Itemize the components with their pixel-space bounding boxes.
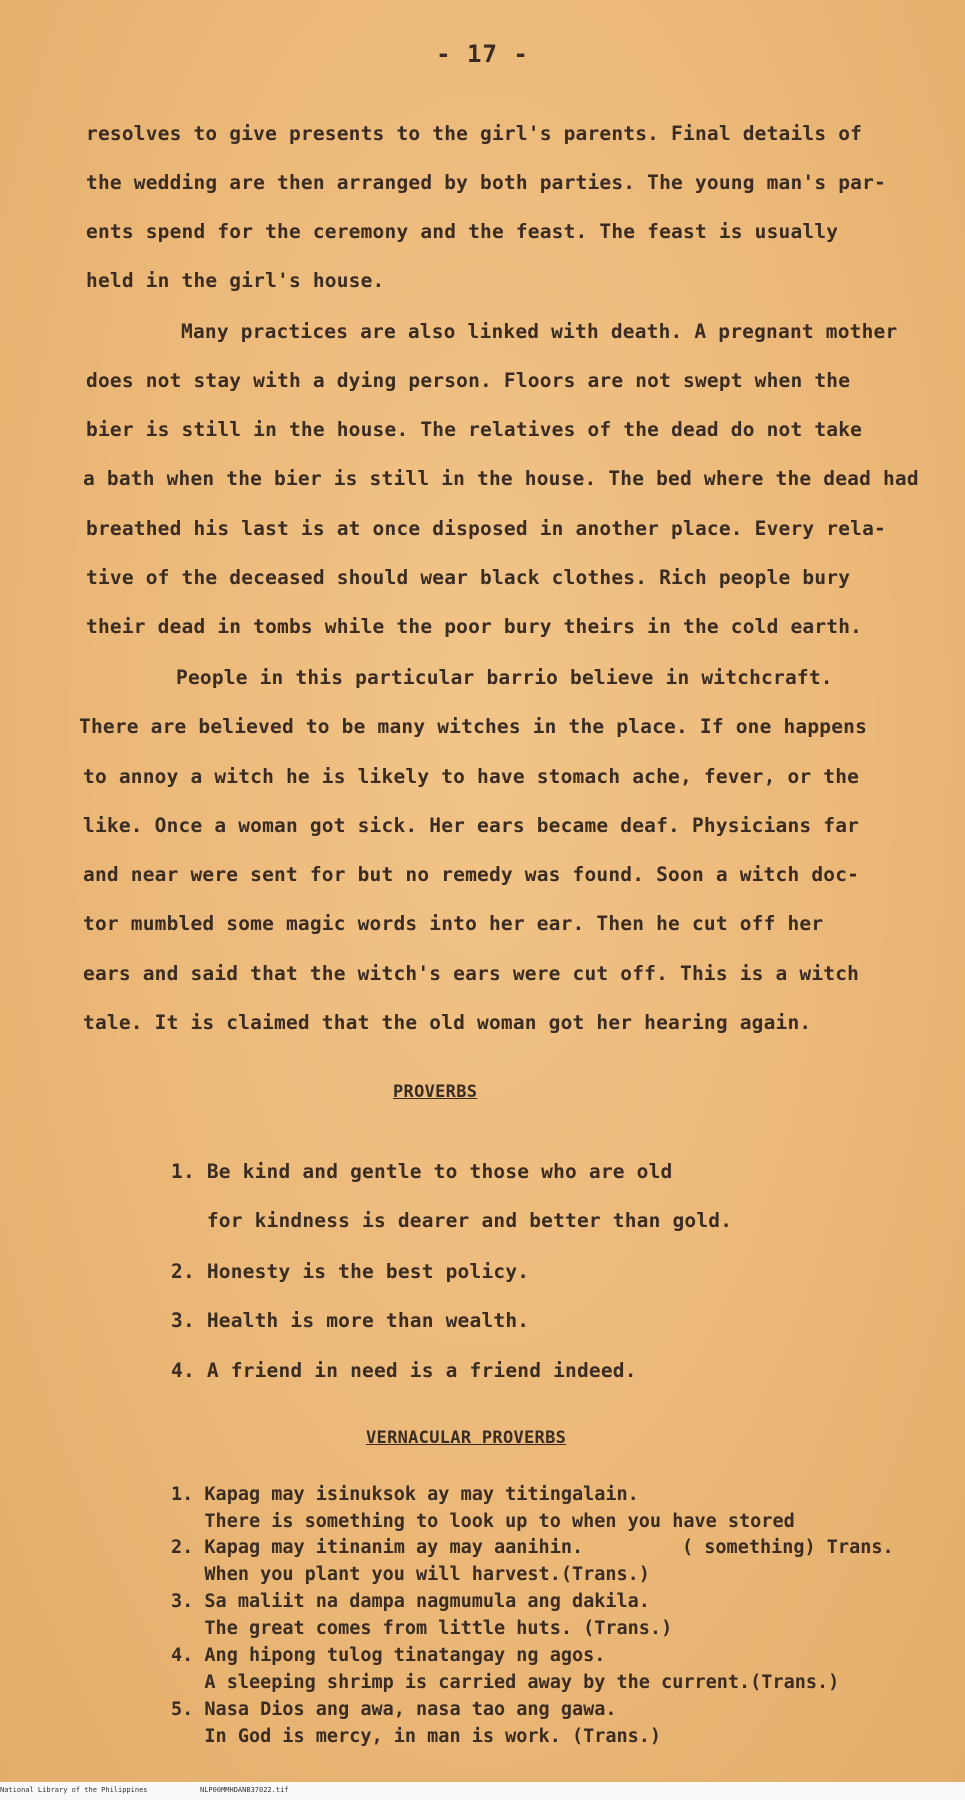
- text-line: breathed his last is at once disposed in another place. Every rela-: [86, 517, 886, 540]
- vernacular-line: 1. Kapag may isinuksok ay may titingalain.: [171, 1484, 639, 1505]
- vernacular-line: A sleeping shrimp is carried away by the current.(Trans.): [171, 1672, 840, 1693]
- vernacular-line: When you plant you will harvest.(Trans.): [171, 1564, 650, 1585]
- text-line: People in this particular barrio believe in witchcraft.: [176, 666, 833, 689]
- page-number: - 17 -: [436, 40, 529, 68]
- vernacular-heading: VERNACULAR PROVERBS: [366, 1428, 567, 1448]
- proverb-item: for kindness is dearer and better than gold.: [171, 1209, 733, 1232]
- text-line: the wedding are then arranged by both parties. The young man's par-: [86, 171, 886, 194]
- text-line: does not stay with a dying person. Floors are not swept when the: [86, 369, 851, 392]
- vernacular-line: The great comes from little huts. (Trans.): [171, 1618, 673, 1639]
- text-line: and near were sent for but no remedy was found. Soon a witch doc-: [83, 863, 860, 886]
- proverb-item: 1. Be kind and gentle to those who are old: [171, 1160, 673, 1183]
- vernacular-line: 2. Kapag may itinanim ay may aanihin.: [171, 1537, 584, 1558]
- text-line: ears and said that the witch's ears were cut off. This is a witch: [83, 962, 860, 985]
- text-line: a bath when the bier is still in the house. The bed where the dead had: [83, 467, 919, 490]
- text-line: ents spend for the ceremony and the feast. The feast is usually: [86, 220, 839, 243]
- vernacular-line: 5. Nasa Dios ang awa, nasa tao ang gawa.: [171, 1699, 617, 1720]
- vernacular-line: In God is mercy, in man is work. (Trans.): [171, 1726, 662, 1747]
- text-line: bier is still in the house. The relatives of the dead do not take: [86, 418, 863, 441]
- vernacular-line: ( something) Trans.: [682, 1537, 894, 1558]
- vernacular-line: 3. Sa maliit na dampa nagmumula ang dakila.: [171, 1591, 650, 1612]
- text-line: held in the girl's house.: [86, 269, 385, 292]
- text-line: resolves to give presents to the girl's parents. Final details of: [86, 122, 863, 145]
- text-line: tive of the deceased should wear black clothes. Rich people bury: [86, 566, 851, 589]
- vernacular-line: There is something to look up to when you have stored: [171, 1511, 795, 1532]
- proverb-item: 3. Health is more than wealth.: [171, 1309, 530, 1332]
- text-line: There are believed to be many witches in the place. If one happens: [79, 715, 868, 738]
- text-line: to annoy a witch he is likely to have stomach ache, fever, or the: [83, 765, 860, 788]
- text-line: tale. It is claimed that the old woman got her hearing again.: [83, 1011, 812, 1034]
- text-line: like. Once a woman got sick. Her ears became deaf. Physicians far: [83, 814, 860, 837]
- text-line: Many practices are also linked with death. A pregnant mother: [181, 320, 898, 343]
- library-credit: National Library of the Philippines: [0, 1786, 148, 1794]
- vernacular-line: 4. Ang hipong tulog tinatangay ng agos.: [171, 1645, 606, 1666]
- proverb-item: 4. A friend in need is a friend indeed.: [171, 1359, 637, 1382]
- proverb-item: 2. Honesty is the best policy.: [171, 1260, 530, 1283]
- proverbs-heading: PROVERBS: [393, 1082, 478, 1102]
- text-line: tor mumbled some magic words into her ear. Then he cut off her: [83, 912, 824, 935]
- scan-filename: NLP00MMHDANB37022.tif: [200, 1786, 289, 1794]
- text-line: their dead in tombs while the poor bury theirs in the cold earth.: [86, 615, 863, 638]
